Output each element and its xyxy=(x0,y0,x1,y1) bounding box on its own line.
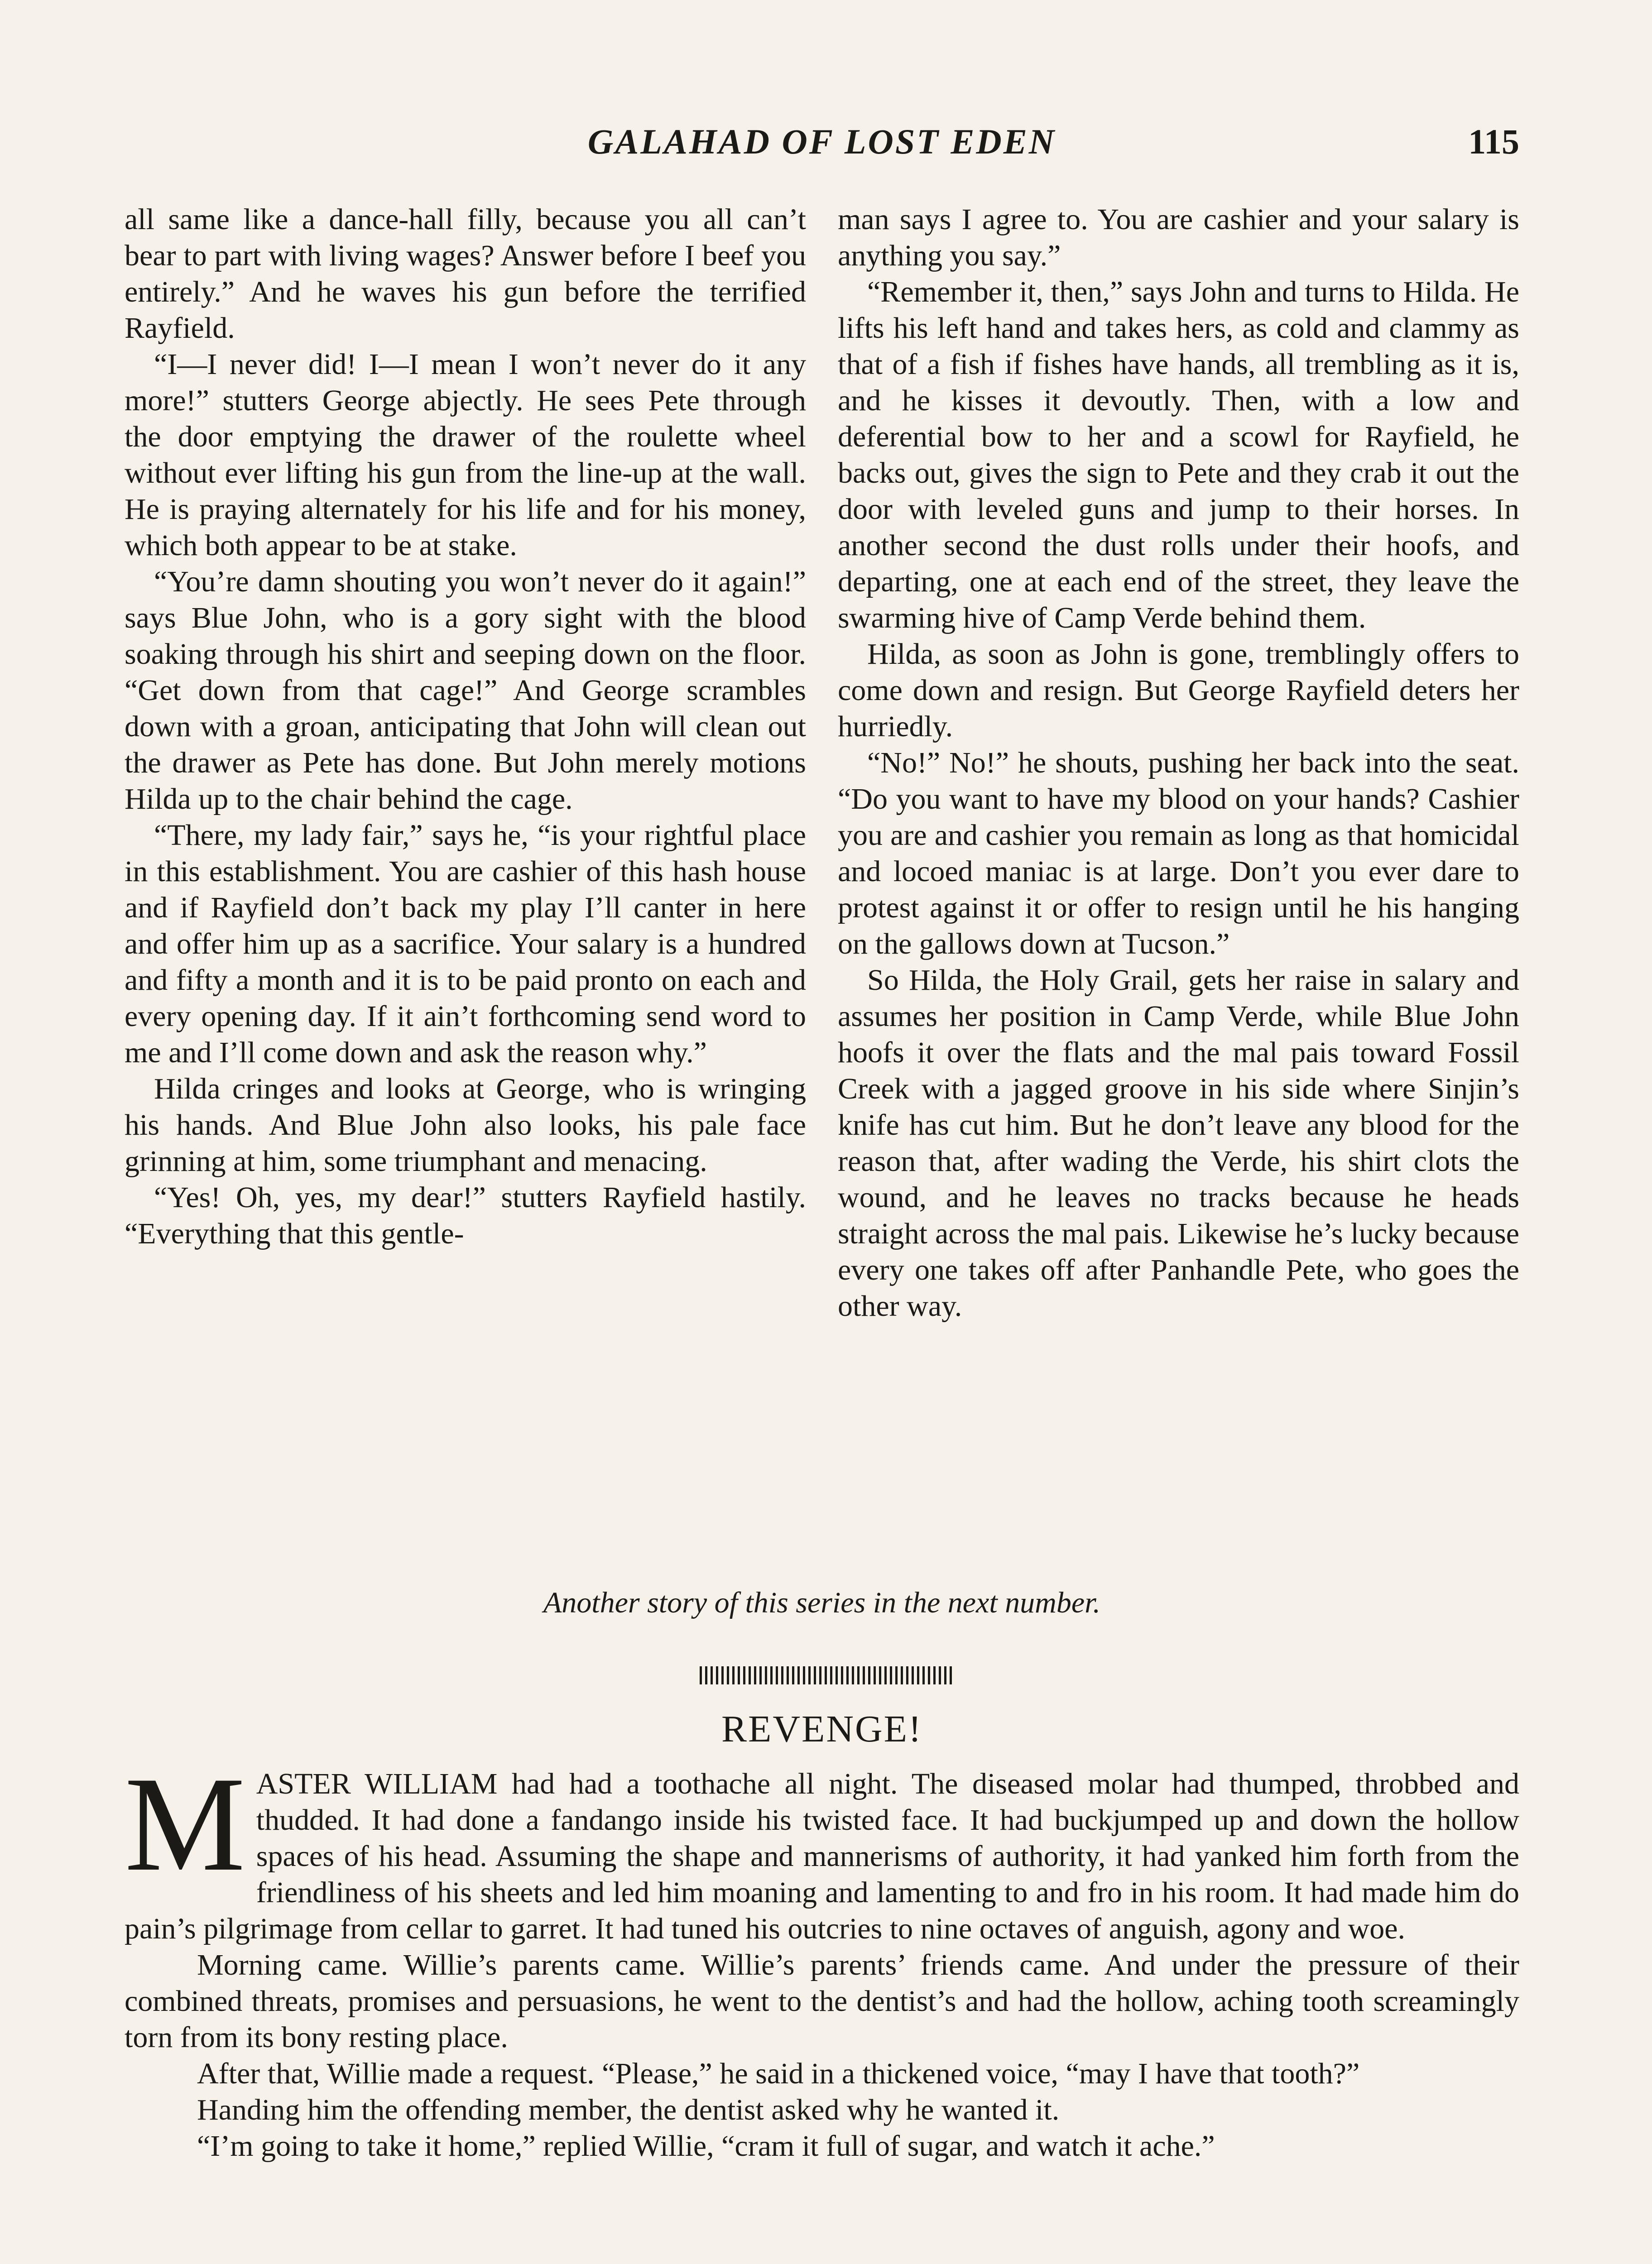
running-title: GALAHAD OF LOST EDEN xyxy=(587,122,1057,161)
left-column xyxy=(125,201,806,1614)
paragraph: Handing him the offending member, the dentist asked why he wanted it. xyxy=(197,2093,1060,2126)
story-body xyxy=(125,1766,1519,2264)
paragraph: “You’re damn shouting you won’t never do it again!” says Blue John, who is a gory sight with the blood soaking through his shirt and seeping down on the floor. “Get down from that cage!” And George scrambles down with a groan, anticipating that John will clean out the drawer as Pete has done. But John merely motions Hilda up to the chair behind the cage. xyxy=(125,565,806,815)
paragraph-text: ASTER WILLIAM had had a toothache all night. The diseased molar had thumped, throbbed and thudded. It had done a fandango inside his twisted face. It had buckjumped up and down the hollow spaces of his head. Assuming the shape and mannerisms of authority, it had yanked him forth from the friendliness of his sheets and led him moaning and lamenting to and fro in his room. It had made him do pain’s pilgrimage from cellar to garret. It had tuned his outcries to nine octaves of anguish, agony and woe. xyxy=(125,1767,1519,1945)
drop-cap: M xyxy=(125,1766,245,1899)
paragraph: all same like a dance-hall filly, because you all can’t bear to part with living wages? Answer before I beef you entirely.” And he waves his gun before the terrified Rayfield. xyxy=(125,203,806,345)
paragraph: “Yes! Oh, yes, my dear!” stutters Rayfield hastily. “Everything that this gentle- xyxy=(125,1181,806,1250)
paragraph: “Remember it, then,” says John and turns to Hilda. He lifts his left hand and takes hers, as cold and clammy as that of a fish if fishes have hands, all trembling as it is, and he kisses it devoutly. Then, with a low and deferential bow to her and a scowl for Rayfield, he backs out, gives the sign to Pete and they crab it out the door with leveled guns and jump to their horses. In another second the dust rolls under their hoofs, and departing, one at each end of the street, they leave the swarming hive of Camp Verde behind them. xyxy=(838,275,1519,634)
story-columns xyxy=(125,201,1519,1614)
paragraph: Hilda cringes and looks at George, who is wringing his hands. And Blue John also looks, his pale face grinning at him, some triumphant and menacing. xyxy=(125,1072,806,1178)
paragraph: “I—I never did! I—I mean I won’t never do it any more!” stutters George abjectly. He sees Pete through the door emptying the drawer of the roulette wheel without ever lifting his gun from the line-up at the wall. He is praying alternately for his life and for his money, which both appear to be at stake. xyxy=(125,348,806,562)
paragraph: After that, Willie made a request. “Please,” he said in a thickened voice, “may I have that tooth?” xyxy=(197,2057,1360,2090)
paragraph: “I’m going to take it home,” replied Willie, “cram it full of sugar, and watch it ache.” xyxy=(197,2130,1215,2163)
right-column xyxy=(838,201,1519,1614)
paragraph: man says I agree to. You are cashier and your salary is anything you say.” xyxy=(838,203,1519,272)
section-divider xyxy=(700,1666,953,1684)
paragraph: “No!” No!” he shouts, pushing her back into the seat. “Do you want to have my blood on your hands? Cashier you are and cashier you remain as long as that homicidal and locoed maniac is at large. Don’t you ever dare to protest against it or offer to resign until he his hanging on the gallows down at Tucson.” xyxy=(838,746,1519,960)
paragraph xyxy=(125,1766,1519,1947)
story-title: REVENGE! xyxy=(721,1708,922,1750)
continuation-note: Another story of this series in the next number. xyxy=(543,1586,1101,1619)
paragraph: Hilda, as soon as John is gone, tremblingly offers to come down and resign. But George Rayfield deters her hurriedly. xyxy=(838,638,1519,743)
paragraph: Morning came. Willie’s parents came. Willie’s parents’ friends came. And under the pressure of their combined threats, promises and persuasions, he went to the dentist’s and had the hollow, aching tooth screamingly torn from its bony resting place. xyxy=(125,1948,1519,2054)
page-number: 115 xyxy=(1468,122,1519,161)
paragraph: “There, my lady fair,” says he, “is your rightful place in this establishment. You are cashier of this hash house and if Rayfield don’t back my play I’ll canter in here and offer him up as a sacrifice. Your salary is a hundred and fifty a month and it is to be paid pronto on each and every opening day. If it ain’t forthcoming send word to me and I’ll come down and ask the reason why.” xyxy=(125,819,806,1069)
running-head xyxy=(125,121,1519,171)
paragraph: So Hilda, the Holy Grail, gets her raise in salary and assumes her position in Camp Verde, while Blue John hoofs it over the flats and the mal pais toward Fossil Creek with a jagged groove in his side where Sinjin’s knife has cut him. But he don’t leave any blood for the reason that, after wading the Verde, his shirt clots the wound, and he leaves no tracks because he heads straight across the mal pais. Likewise he’s lucky because every one takes off after Panhandle Pete, who goes the other way. xyxy=(838,964,1519,1323)
